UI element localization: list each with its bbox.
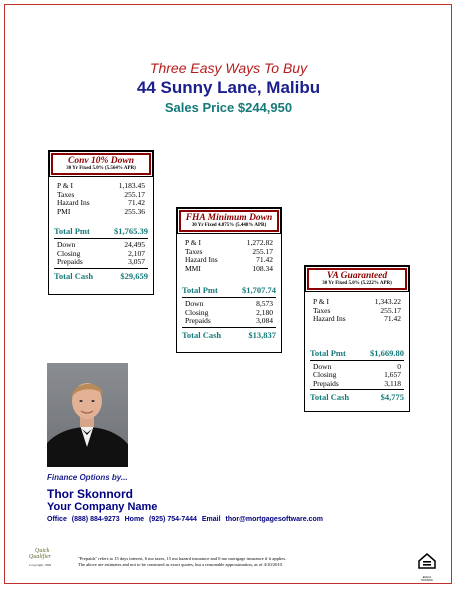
loan-rate: 30 Yr Fixed 5.0% (5.222% APR) xyxy=(322,281,392,286)
disclaimer xyxy=(78,556,368,568)
email-link[interactable]: thor@mortgagesoftware.com xyxy=(225,516,323,523)
payment-row: Hazard Ins 71.42 xyxy=(57,198,145,207)
payment-row: Taxes 255.17 xyxy=(57,189,145,199)
total-payment: Total Pmt $1,707.74 xyxy=(182,285,276,295)
loan-card-conv xyxy=(48,150,154,295)
divider xyxy=(54,268,148,269)
office-label: Office xyxy=(47,516,67,523)
divider xyxy=(310,360,404,361)
loan-title: FHA Minimum Down xyxy=(185,213,273,223)
finance-options-label: Finance Options by... xyxy=(47,473,128,482)
divider xyxy=(182,297,276,298)
payment-row: Hazard Ins 71.42 xyxy=(185,255,273,264)
total-payment: Total Pmt $1,765.39 xyxy=(54,226,148,236)
agent-name: Thor Skonnord xyxy=(47,487,133,501)
divider xyxy=(182,327,276,328)
cash-row: Down 0 xyxy=(313,361,401,371)
loan-rate: 30 Yr Fixed 4.875% (5.448% APR) xyxy=(191,223,267,228)
property-address: 44 Sunny Lane, Malibu xyxy=(136,78,321,97)
contact-line xyxy=(47,516,326,523)
office-phone[interactable]: (888) 884-9273 xyxy=(71,516,120,523)
home-label: Home xyxy=(124,516,145,523)
agent-photo xyxy=(47,363,128,467)
payment-row: P & I 1,183.45 xyxy=(57,181,145,190)
loan-header xyxy=(179,210,279,232)
total-cash: Total Cash $4,775 xyxy=(310,392,404,402)
cash-row: Prepaids 3,118 xyxy=(313,378,401,388)
company-name: Your Company Name xyxy=(47,501,158,513)
cash-row: Closing 2,107 xyxy=(57,248,145,258)
cash-row: Down 24,495 xyxy=(57,240,145,249)
payment-row: Taxes 255.17 xyxy=(185,246,273,256)
quick-qualifier-logo: Quick Qualifier Copyright 1999 xyxy=(29,548,52,567)
tagline: Three Easy Ways To Buy xyxy=(149,60,308,76)
loan-header xyxy=(307,268,407,290)
total-cash: Total Cash $13,837 xyxy=(182,329,276,340)
loan-rate: 30 Yr Fixed 5.0% (5.564% APR) xyxy=(66,166,136,171)
home-phone[interactable]: (925) 754-7444 xyxy=(149,516,197,523)
total-payment: Total Pmt $1,669.80 xyxy=(310,347,404,358)
loan-card-va xyxy=(304,265,410,412)
loan-title: VA Guaranteed xyxy=(326,271,388,281)
divider xyxy=(310,389,404,390)
disclaimer-line: "Prepaids" refers to 15 days interest, 6 mo taxes, 15 mo hazard insurance and 0 mo mortgage insurance if it applies. xyxy=(78,556,287,561)
payment-row: Hazard Ins 71.42 xyxy=(313,314,401,323)
total-cash: Total Cash $29,659 xyxy=(54,270,148,281)
cash-row: Prepaids 3,057 xyxy=(57,257,145,266)
agent-portrait-icon xyxy=(47,363,128,467)
cash-row: Down 8,573 xyxy=(185,299,273,308)
cash-row: Closing 1,657 xyxy=(313,370,401,379)
loan-header xyxy=(51,153,151,175)
payment-row: Taxes 255.17 xyxy=(313,305,401,315)
loan-card-fha xyxy=(176,207,282,353)
disclaimer-line: The above are estimates and not to be construed as exact quotes, but a reasonable approximation, as of 4/10/2010. xyxy=(78,562,284,567)
cash-row: Prepaids 3,084 xyxy=(185,316,273,325)
equal-housing-icon: EQUAL HOUSING xyxy=(418,553,436,573)
payment-row: PMI 255.36 xyxy=(57,206,145,216)
payment-row: P & I 1,272.82 xyxy=(185,238,273,247)
divider xyxy=(54,238,148,239)
payment-row: P & I 1,343.22 xyxy=(313,297,401,306)
cash-row: Closing 2,180 xyxy=(185,307,273,317)
email-label: Email xyxy=(201,516,221,523)
sales-price: Sales Price $244,950 xyxy=(164,100,293,115)
payment-row: MMI 108.34 xyxy=(185,263,273,273)
loan-title: Conv 10% Down xyxy=(68,156,134,166)
